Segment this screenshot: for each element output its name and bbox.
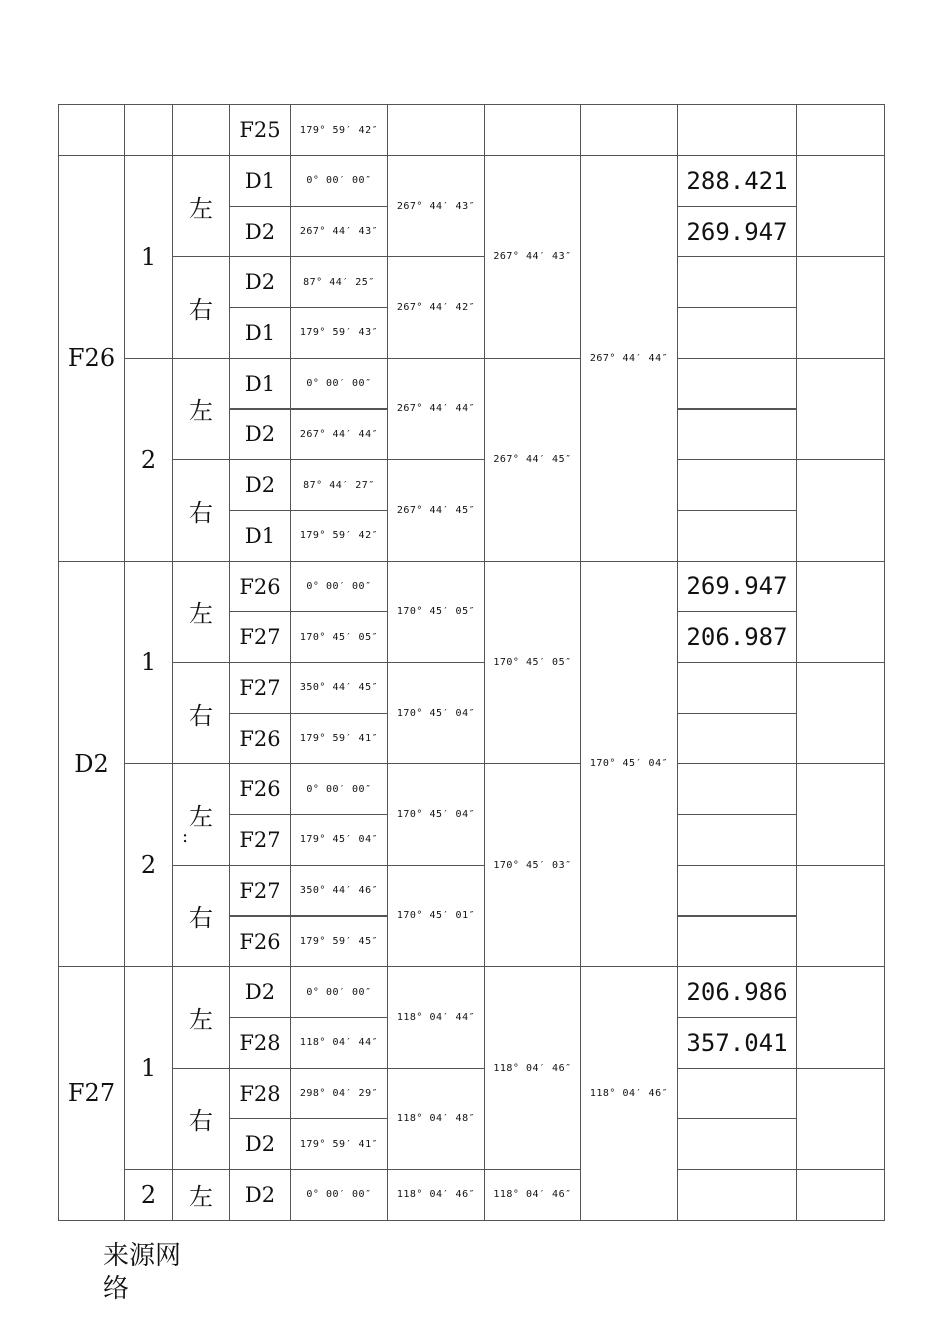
reading-cell: 0° 00′ 00″ <box>290 155 388 207</box>
remark-cell <box>796 966 885 1068</box>
target-point-cell: F27 <box>229 662 291 714</box>
remark-cell <box>796 155 885 257</box>
target-point-cell: D1 <box>229 510 291 562</box>
face-cell: 右 <box>172 1068 230 1170</box>
reading-cell: 350° 44′ 46″ <box>290 865 388 917</box>
face-cell: 右 <box>172 662 230 764</box>
target-point-cell: D1 <box>229 307 291 359</box>
distance-cell <box>677 1169 797 1221</box>
half-angle-cell: 267° 44′ 44″ <box>387 358 485 460</box>
reading-cell: 87° 44′ 27″ <box>290 459 388 511</box>
station-cell: F26 <box>58 155 125 562</box>
set-angle-cell: 170° 45′ 05″ <box>484 561 581 765</box>
target-point-cell: F26 <box>229 763 291 815</box>
face-cell: 左 <box>172 561 230 663</box>
target-point-cell: D2 <box>229 1118 291 1170</box>
distance-cell <box>677 713 797 765</box>
half-angle-cell: 170° 45′ 05″ <box>387 561 485 663</box>
mean-angle-cell: 170° 45′ 04″ <box>580 561 678 968</box>
distance-cell <box>677 916 797 968</box>
half-angle-cell: 267° 44′ 45″ <box>387 459 485 561</box>
target-point-cell: F26 <box>229 916 291 968</box>
remark-cell <box>796 459 885 561</box>
target-point-cell: F27 <box>229 814 291 866</box>
half-angle-cell: 267° 44′ 42″ <box>387 256 485 358</box>
distance-cell <box>677 256 797 308</box>
set-cell: 1 <box>124 561 173 765</box>
set-cell: 2 <box>124 763 173 967</box>
distance-cell <box>677 763 797 815</box>
target-point-cell: D1 <box>229 358 291 410</box>
station-cell <box>58 104 125 156</box>
half-angle-cell: 118° 04′ 44″ <box>387 966 485 1068</box>
remark-cell <box>796 104 885 156</box>
target-point-cell: D2 <box>229 1169 291 1221</box>
target-point-cell: F28 <box>229 1068 291 1120</box>
reading-cell: 0° 00′ 00″ <box>290 1169 388 1221</box>
set-angle-cell: 170° 45′ 03″ <box>484 763 581 967</box>
half-angle-cell: 267° 44′ 43″ <box>387 155 485 257</box>
mean-angle-cell <box>580 104 678 156</box>
target-point-cell: D2 <box>229 256 291 308</box>
face-cell <box>172 104 230 156</box>
station-cell: D2 <box>58 561 125 968</box>
target-point-cell: F26 <box>229 561 291 613</box>
reading-cell: 179° 45′ 04″ <box>290 814 388 866</box>
target-point-cell: F26 <box>229 713 291 765</box>
distance-cell: 357.041 <box>677 1017 797 1069</box>
target-point-cell: F27 <box>229 865 291 917</box>
target-point-cell: D2 <box>229 459 291 511</box>
face-cell: 左 <box>172 155 230 257</box>
remark-cell <box>796 865 885 967</box>
half-angle-cell: 170° 45′ 01″ <box>387 865 485 967</box>
reading-cell: 267° 44′ 44″ <box>290 409 388 461</box>
half-angle-cell: 170° 45′ 04″ <box>387 662 485 764</box>
reading-cell: 179° 59′ 45″ <box>290 916 388 968</box>
distance-cell <box>677 459 797 511</box>
set-cell: 2 <box>124 1169 173 1221</box>
reading-cell: 118° 04′ 44″ <box>290 1017 388 1069</box>
set-angle-cell: 267° 44′ 45″ <box>484 358 581 562</box>
stray-mark: : <box>182 826 189 847</box>
remark-cell <box>796 358 885 460</box>
target-point-cell: D1 <box>229 155 291 207</box>
reading-cell: 87° 44′ 25″ <box>290 256 388 308</box>
reading-cell: 350° 44′ 45″ <box>290 662 388 714</box>
face-cell: 右 <box>172 256 230 358</box>
remark-cell <box>796 662 885 764</box>
remark-cell <box>796 763 885 865</box>
face-cell: 右 <box>172 865 230 967</box>
distance-cell: 288.421 <box>677 155 797 207</box>
face-cell: 左 <box>172 1169 230 1221</box>
distance-cell <box>677 104 797 156</box>
reading-cell: 179° 59′ 41″ <box>290 1118 388 1170</box>
distance-cell <box>677 409 797 461</box>
reading-cell: 179° 59′ 42″ <box>290 104 388 156</box>
reading-cell: 0° 00′ 00″ <box>290 561 388 613</box>
set-angle-cell: 118° 04′ 46″ <box>484 966 581 1170</box>
target-point-cell: D2 <box>229 409 291 461</box>
remark-cell <box>796 1068 885 1170</box>
remark-cell <box>796 561 885 663</box>
reading-cell: 179° 59′ 41″ <box>290 713 388 765</box>
distance-cell <box>677 1068 797 1120</box>
distance-cell: 206.987 <box>677 611 797 663</box>
target-point-cell: F25 <box>229 104 291 156</box>
distance-cell <box>677 358 797 410</box>
remark-cell <box>796 256 885 358</box>
set-cell: 1 <box>124 966 173 1170</box>
set-cell <box>124 104 173 156</box>
half-angle-cell: 118° 04′ 46″ <box>387 1169 485 1221</box>
source-note: 来源网络 <box>103 1241 182 1304</box>
distance-cell: 269.947 <box>677 561 797 613</box>
set-angle-cell: 118° 04′ 46″ <box>484 1169 581 1221</box>
reading-cell: 0° 00′ 00″ <box>290 966 388 1018</box>
distance-cell <box>677 814 797 866</box>
reading-cell: 267° 44′ 43″ <box>290 206 388 258</box>
set-angle-cell: 267° 44′ 43″ <box>484 155 581 359</box>
distance-cell <box>677 1118 797 1170</box>
target-point-cell: F27 <box>229 611 291 663</box>
distance-cell: 206.986 <box>677 966 797 1018</box>
target-point-cell: D2 <box>229 206 291 258</box>
set-cell: 2 <box>124 358 173 562</box>
face-cell: 左 <box>172 966 230 1068</box>
half-angle-cell <box>387 104 485 156</box>
distance-cell <box>677 510 797 562</box>
target-point-cell: F28 <box>229 1017 291 1069</box>
distance-cell <box>677 865 797 917</box>
face-cell: 右 <box>172 459 230 561</box>
half-angle-cell: 118° 04′ 48″ <box>387 1068 485 1170</box>
mean-angle-cell: 267° 44′ 44″ <box>580 155 678 562</box>
reading-cell: 298° 04′ 29″ <box>290 1068 388 1120</box>
distance-cell <box>677 662 797 714</box>
reading-cell: 0° 00′ 00″ <box>290 358 388 410</box>
reading-cell: 170° 45′ 05″ <box>290 611 388 663</box>
distance-cell <box>677 307 797 359</box>
target-point-cell: D2 <box>229 966 291 1018</box>
set-cell: 1 <box>124 155 173 359</box>
face-cell: 左 <box>172 358 230 460</box>
face-cell: 左 <box>172 763 230 865</box>
remark-cell <box>796 1169 885 1221</box>
set-angle-cell <box>484 104 581 156</box>
station-cell: F27 <box>58 966 125 1221</box>
reading-cell: 179° 59′ 43″ <box>290 307 388 359</box>
reading-cell: 179° 59′ 42″ <box>290 510 388 562</box>
half-angle-cell: 170° 45′ 04″ <box>387 763 485 865</box>
reading-cell: 0° 00′ 00″ <box>290 763 388 815</box>
mean-angle-cell: 118° 04′ 46″ <box>580 966 678 1221</box>
distance-cell: 269.947 <box>677 206 797 258</box>
